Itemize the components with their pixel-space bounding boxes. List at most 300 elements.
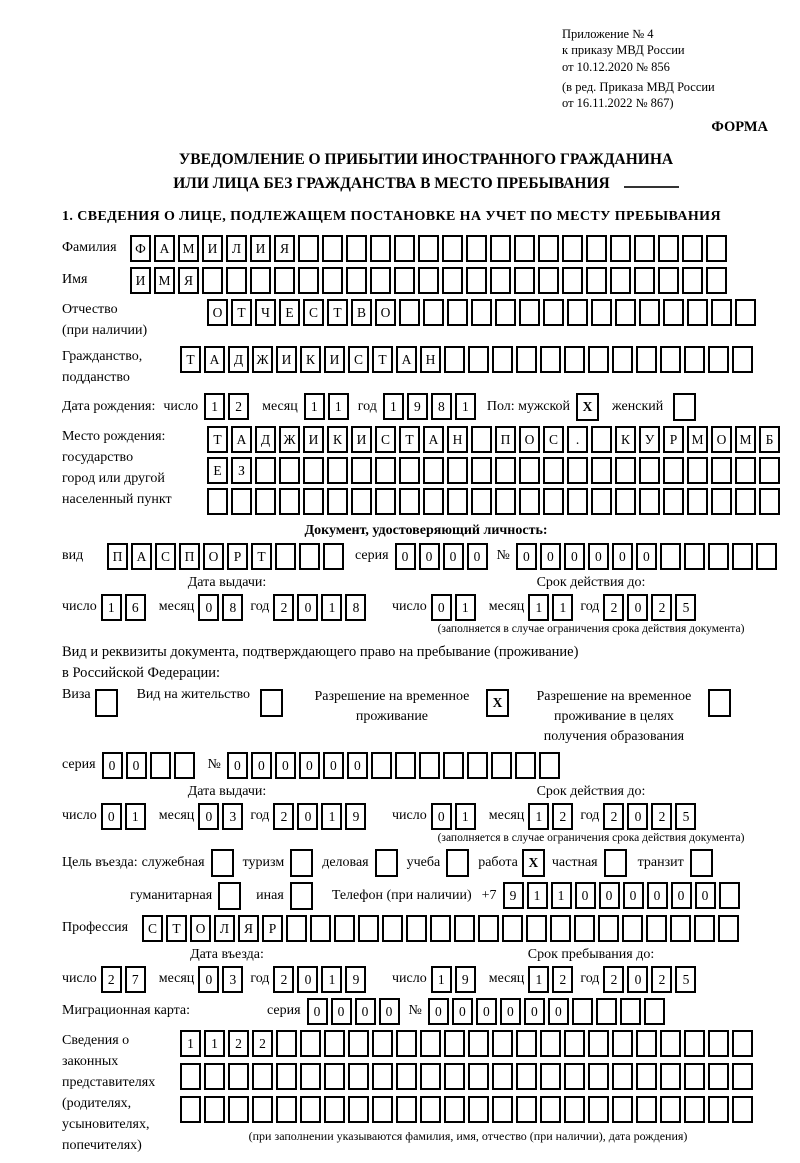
char-box[interactable] <box>399 299 420 326</box>
char-box[interactable]: О <box>519 426 540 453</box>
char-box[interactable] <box>418 235 439 262</box>
char-box[interactable] <box>658 267 679 294</box>
char-box[interactable] <box>471 457 492 484</box>
char-box[interactable] <box>468 1030 489 1057</box>
char-box[interactable] <box>516 1096 537 1123</box>
char-box[interactable]: 0 <box>331 998 352 1025</box>
char-box[interactable]: 1 <box>304 393 325 420</box>
char-box[interactable] <box>514 267 535 294</box>
char-box[interactable]: О <box>190 915 211 942</box>
char-box[interactable] <box>514 235 535 262</box>
char-box[interactable] <box>644 998 665 1025</box>
char-box[interactable]: 0 <box>347 752 368 779</box>
char-box[interactable]: 9 <box>455 966 476 993</box>
char-box[interactable]: М <box>687 426 708 453</box>
char-box[interactable] <box>646 915 667 942</box>
char-box[interactable]: И <box>130 267 151 294</box>
char-box[interactable] <box>516 1030 537 1057</box>
char-box[interactable] <box>204 1063 225 1090</box>
char-box[interactable]: Р <box>262 915 283 942</box>
char-box[interactable]: 0 <box>627 803 648 830</box>
char-box[interactable] <box>620 998 641 1025</box>
char-box[interactable]: 5 <box>675 803 696 830</box>
char-box[interactable] <box>202 267 223 294</box>
purpose-business-checkbox[interactable] <box>375 849 398 877</box>
char-box[interactable] <box>348 1030 369 1057</box>
char-box[interactable] <box>519 299 540 326</box>
char-box[interactable] <box>255 488 276 515</box>
char-box[interactable] <box>466 235 487 262</box>
char-box[interactable] <box>396 1096 417 1123</box>
char-box[interactable]: А <box>231 426 252 453</box>
char-box[interactable]: 3 <box>222 803 243 830</box>
visa-checkbox[interactable] <box>95 689 118 717</box>
char-box[interactable] <box>454 915 475 942</box>
char-box[interactable] <box>252 1063 273 1090</box>
char-box[interactable]: 1 <box>180 1030 201 1057</box>
char-box[interactable] <box>279 457 300 484</box>
char-box[interactable]: К <box>327 426 348 453</box>
char-box[interactable]: 0 <box>198 594 219 621</box>
char-box[interactable] <box>539 752 560 779</box>
char-box[interactable]: 0 <box>126 752 147 779</box>
char-box[interactable]: 9 <box>407 393 428 420</box>
char-box[interactable] <box>615 488 636 515</box>
char-box[interactable] <box>586 267 607 294</box>
char-box[interactable]: 9 <box>503 882 524 909</box>
char-box[interactable] <box>540 1063 561 1090</box>
char-box[interactable] <box>663 488 684 515</box>
char-box[interactable] <box>274 267 295 294</box>
char-box[interactable]: Л <box>226 235 247 262</box>
char-box[interactable]: Д <box>255 426 276 453</box>
char-box[interactable] <box>756 543 777 570</box>
char-box[interactable]: 0 <box>297 594 318 621</box>
char-box[interactable]: 5 <box>675 966 696 993</box>
char-box[interactable] <box>420 1063 441 1090</box>
char-box[interactable]: 2 <box>603 803 624 830</box>
char-box[interactable] <box>515 752 536 779</box>
char-box[interactable] <box>492 1063 513 1090</box>
char-box[interactable]: М <box>154 267 175 294</box>
char-box[interactable] <box>399 488 420 515</box>
char-box[interactable] <box>562 235 583 262</box>
char-box[interactable] <box>298 235 319 262</box>
char-box[interactable]: И <box>250 235 271 262</box>
char-box[interactable] <box>639 488 660 515</box>
char-box[interactable] <box>303 488 324 515</box>
char-box[interactable]: 1 <box>125 803 146 830</box>
char-box[interactable]: 0 <box>695 882 716 909</box>
char-box[interactable]: Т <box>231 299 252 326</box>
char-box[interactable] <box>298 267 319 294</box>
char-box[interactable] <box>324 1030 345 1057</box>
char-box[interactable] <box>732 1096 753 1123</box>
char-box[interactable] <box>372 1096 393 1123</box>
char-box[interactable]: Е <box>207 457 228 484</box>
char-box[interactable]: И <box>202 235 223 262</box>
char-box[interactable]: 2 <box>228 393 249 420</box>
char-box[interactable] <box>276 1030 297 1057</box>
char-box[interactable]: 0 <box>452 998 473 1025</box>
char-box[interactable] <box>636 1030 657 1057</box>
char-box[interactable] <box>420 1030 441 1057</box>
char-box[interactable] <box>708 543 729 570</box>
char-box[interactable] <box>286 915 307 942</box>
char-box[interactable]: 0 <box>395 543 416 570</box>
char-box[interactable] <box>543 488 564 515</box>
char-box[interactable] <box>351 488 372 515</box>
char-box[interactable] <box>732 543 753 570</box>
purpose-transit-checkbox[interactable] <box>690 849 713 877</box>
char-box[interactable] <box>419 752 440 779</box>
char-box[interactable] <box>516 1063 537 1090</box>
char-box[interactable] <box>303 457 324 484</box>
char-box[interactable] <box>735 488 756 515</box>
char-box[interactable] <box>660 1063 681 1090</box>
char-box[interactable] <box>660 1096 681 1123</box>
char-box[interactable]: 1 <box>321 803 342 830</box>
char-box[interactable] <box>442 235 463 262</box>
char-box[interactable]: 0 <box>307 998 328 1025</box>
char-box[interactable]: 1 <box>204 393 225 420</box>
char-box[interactable]: 0 <box>623 882 644 909</box>
char-box[interactable] <box>420 1096 441 1123</box>
char-box[interactable]: В <box>351 299 372 326</box>
char-box[interactable] <box>567 457 588 484</box>
char-box[interactable]: 0 <box>227 752 248 779</box>
char-box[interactable]: Ж <box>252 346 273 373</box>
char-box[interactable]: 0 <box>564 543 585 570</box>
char-box[interactable] <box>612 1063 633 1090</box>
char-box[interactable] <box>490 267 511 294</box>
char-box[interactable] <box>348 1063 369 1090</box>
char-box[interactable]: Я <box>274 235 295 262</box>
char-box[interactable]: 2 <box>603 966 624 993</box>
char-box[interactable]: К <box>615 426 636 453</box>
char-box[interactable]: Т <box>327 299 348 326</box>
char-box[interactable] <box>543 457 564 484</box>
char-box[interactable] <box>358 915 379 942</box>
char-box[interactable] <box>370 235 391 262</box>
char-box[interactable] <box>204 1096 225 1123</box>
char-box[interactable] <box>718 915 739 942</box>
char-box[interactable] <box>276 1063 297 1090</box>
char-box[interactable]: 2 <box>273 803 294 830</box>
char-box[interactable] <box>423 457 444 484</box>
char-box[interactable] <box>598 915 619 942</box>
char-box[interactable]: Т <box>251 543 272 570</box>
char-box[interactable] <box>491 752 512 779</box>
char-box[interactable] <box>323 543 344 570</box>
char-box[interactable] <box>255 457 276 484</box>
char-box[interactable]: 0 <box>540 543 561 570</box>
char-box[interactable] <box>708 1096 729 1123</box>
char-box[interactable] <box>636 346 657 373</box>
char-box[interactable] <box>612 1096 633 1123</box>
char-box[interactable] <box>610 267 631 294</box>
char-box[interactable] <box>687 488 708 515</box>
char-box[interactable]: К <box>300 346 321 373</box>
char-box[interactable]: 2 <box>603 594 624 621</box>
char-box[interactable]: 1 <box>321 594 342 621</box>
char-box[interactable] <box>334 915 355 942</box>
char-box[interactable] <box>346 235 367 262</box>
char-box[interactable] <box>231 488 252 515</box>
char-box[interactable] <box>324 1096 345 1123</box>
char-box[interactable] <box>492 1096 513 1123</box>
char-box[interactable]: 0 <box>548 998 569 1025</box>
char-box[interactable] <box>660 1030 681 1057</box>
purpose-study-checkbox[interactable] <box>446 849 469 877</box>
char-box[interactable] <box>447 488 468 515</box>
char-box[interactable]: 1 <box>528 594 549 621</box>
char-box[interactable]: 0 <box>636 543 657 570</box>
char-box[interactable]: М <box>178 235 199 262</box>
char-box[interactable] <box>588 346 609 373</box>
char-box[interactable] <box>180 1063 201 1090</box>
char-box[interactable]: 2 <box>552 803 573 830</box>
char-box[interactable] <box>708 1030 729 1057</box>
char-box[interactable]: 1 <box>455 594 476 621</box>
char-box[interactable] <box>322 235 343 262</box>
char-box[interactable]: 1 <box>455 803 476 830</box>
char-box[interactable]: А <box>204 346 225 373</box>
char-box[interactable]: 0 <box>379 998 400 1025</box>
char-box[interactable] <box>351 457 372 484</box>
purpose-official-checkbox[interactable] <box>211 849 234 877</box>
char-box[interactable]: 8 <box>222 594 243 621</box>
char-box[interactable]: Ф <box>130 235 151 262</box>
char-box[interactable]: 2 <box>651 803 672 830</box>
char-box[interactable] <box>572 998 593 1025</box>
char-box[interactable]: 2 <box>252 1030 273 1057</box>
char-box[interactable] <box>567 488 588 515</box>
char-box[interactable] <box>596 998 617 1025</box>
purpose-tourism-checkbox[interactable] <box>290 849 313 877</box>
char-box[interactable] <box>634 267 655 294</box>
char-box[interactable]: С <box>155 543 176 570</box>
char-box[interactable] <box>467 752 488 779</box>
char-box[interactable] <box>706 235 727 262</box>
char-box[interactable] <box>375 488 396 515</box>
char-box[interactable] <box>538 267 559 294</box>
char-box[interactable]: 0 <box>275 752 296 779</box>
char-box[interactable] <box>444 1063 465 1090</box>
char-box[interactable] <box>492 346 513 373</box>
char-box[interactable]: 0 <box>443 543 464 570</box>
char-box[interactable] <box>543 299 564 326</box>
char-box[interactable]: 3 <box>222 966 243 993</box>
char-box[interactable] <box>711 299 732 326</box>
char-box[interactable] <box>759 457 780 484</box>
char-box[interactable] <box>564 1063 585 1090</box>
char-box[interactable] <box>612 346 633 373</box>
char-box[interactable] <box>636 1096 657 1123</box>
char-box[interactable]: С <box>142 915 163 942</box>
char-box[interactable] <box>444 346 465 373</box>
char-box[interactable]: 1 <box>552 594 573 621</box>
char-box[interactable]: Я <box>238 915 259 942</box>
purpose-humanitarian-checkbox[interactable] <box>218 882 241 910</box>
char-box[interactable]: И <box>324 346 345 373</box>
char-box[interactable] <box>207 488 228 515</box>
char-box[interactable]: П <box>179 543 200 570</box>
char-box[interactable] <box>540 346 561 373</box>
char-box[interactable]: 0 <box>198 966 219 993</box>
char-box[interactable] <box>732 1030 753 1057</box>
char-box[interactable]: 7 <box>125 966 146 993</box>
char-box[interactable] <box>174 752 195 779</box>
char-box[interactable] <box>275 543 296 570</box>
char-box[interactable]: С <box>303 299 324 326</box>
char-box[interactable] <box>615 299 636 326</box>
char-box[interactable] <box>495 457 516 484</box>
char-box[interactable] <box>395 752 416 779</box>
char-box[interactable]: Л <box>214 915 235 942</box>
char-box[interactable]: 1 <box>528 966 549 993</box>
char-box[interactable] <box>279 488 300 515</box>
char-box[interactable] <box>327 457 348 484</box>
char-box[interactable]: 0 <box>647 882 668 909</box>
char-box[interactable]: 0 <box>671 882 692 909</box>
char-box[interactable]: Т <box>399 426 420 453</box>
char-box[interactable] <box>252 1096 273 1123</box>
char-box[interactable]: П <box>495 426 516 453</box>
char-box[interactable] <box>430 915 451 942</box>
char-box[interactable] <box>591 488 612 515</box>
char-box[interactable]: О <box>203 543 224 570</box>
char-box[interactable] <box>466 267 487 294</box>
char-box[interactable] <box>324 1063 345 1090</box>
char-box[interactable]: З <box>231 457 252 484</box>
char-box[interactable]: Т <box>207 426 228 453</box>
char-box[interactable] <box>150 752 171 779</box>
char-box[interactable] <box>394 235 415 262</box>
char-box[interactable]: 0 <box>599 882 620 909</box>
char-box[interactable] <box>442 267 463 294</box>
char-box[interactable]: Т <box>166 915 187 942</box>
char-box[interactable] <box>711 488 732 515</box>
char-box[interactable]: Ж <box>279 426 300 453</box>
char-box[interactable] <box>250 267 271 294</box>
char-box[interactable] <box>226 267 247 294</box>
char-box[interactable] <box>658 235 679 262</box>
char-box[interactable] <box>660 346 681 373</box>
char-box[interactable]: 2 <box>228 1030 249 1057</box>
char-box[interactable] <box>684 1063 705 1090</box>
char-box[interactable]: 0 <box>428 998 449 1025</box>
char-box[interactable]: 0 <box>627 966 648 993</box>
char-box[interactable]: 1 <box>431 966 452 993</box>
char-box[interactable]: . <box>567 426 588 453</box>
char-box[interactable] <box>406 915 427 942</box>
char-box[interactable] <box>322 267 343 294</box>
char-box[interactable]: Ч <box>255 299 276 326</box>
char-box[interactable] <box>639 457 660 484</box>
char-box[interactable]: У <box>639 426 660 453</box>
char-box[interactable]: 9 <box>345 803 366 830</box>
purpose-other-checkbox[interactable] <box>290 882 313 910</box>
char-box[interactable] <box>300 1063 321 1090</box>
char-box[interactable] <box>276 1096 297 1123</box>
char-box[interactable]: 1 <box>528 803 549 830</box>
char-box[interactable]: 0 <box>102 752 123 779</box>
char-box[interactable] <box>418 267 439 294</box>
char-box[interactable] <box>495 488 516 515</box>
char-box[interactable]: 0 <box>431 803 452 830</box>
char-box[interactable]: 0 <box>524 998 545 1025</box>
char-box[interactable]: С <box>375 426 396 453</box>
char-box[interactable]: 0 <box>299 752 320 779</box>
char-box[interactable] <box>719 882 740 909</box>
char-box[interactable] <box>471 299 492 326</box>
char-box[interactable] <box>708 1063 729 1090</box>
char-box[interactable] <box>492 1030 513 1057</box>
char-box[interactable] <box>399 457 420 484</box>
char-box[interactable]: Е <box>279 299 300 326</box>
char-box[interactable]: 1 <box>321 966 342 993</box>
char-box[interactable] <box>684 1030 705 1057</box>
char-box[interactable] <box>622 915 643 942</box>
char-box[interactable] <box>468 346 489 373</box>
purpose-private-checkbox[interactable] <box>604 849 627 877</box>
char-box[interactable] <box>564 1096 585 1123</box>
char-box[interactable] <box>694 915 715 942</box>
char-box[interactable] <box>370 267 391 294</box>
char-box[interactable] <box>372 1030 393 1057</box>
char-box[interactable] <box>682 267 703 294</box>
char-box[interactable] <box>519 457 540 484</box>
char-box[interactable] <box>732 346 753 373</box>
char-box[interactable]: И <box>351 426 372 453</box>
char-box[interactable] <box>687 299 708 326</box>
char-box[interactable]: 0 <box>467 543 488 570</box>
char-box[interactable] <box>526 915 547 942</box>
char-box[interactable] <box>636 1063 657 1090</box>
char-box[interactable]: 0 <box>297 803 318 830</box>
char-box[interactable]: С <box>543 426 564 453</box>
char-box[interactable] <box>564 1030 585 1057</box>
edu-permit-checkbox[interactable] <box>708 689 731 717</box>
char-box[interactable] <box>346 267 367 294</box>
char-box[interactable]: 0 <box>476 998 497 1025</box>
char-box[interactable]: О <box>375 299 396 326</box>
char-box[interactable] <box>550 915 571 942</box>
char-box[interactable] <box>540 1030 561 1057</box>
char-box[interactable] <box>396 1063 417 1090</box>
char-box[interactable] <box>564 346 585 373</box>
char-box[interactable] <box>684 1096 705 1123</box>
char-box[interactable]: И <box>276 346 297 373</box>
char-box[interactable]: 1 <box>204 1030 225 1057</box>
char-box[interactable]: 2 <box>273 966 294 993</box>
char-box[interactable] <box>471 426 492 453</box>
char-box[interactable] <box>299 543 320 570</box>
char-box[interactable] <box>444 1030 465 1057</box>
char-box[interactable]: 1 <box>527 882 548 909</box>
char-box[interactable]: 2 <box>101 966 122 993</box>
char-box[interactable]: 6 <box>125 594 146 621</box>
char-box[interactable]: С <box>348 346 369 373</box>
char-box[interactable] <box>660 543 681 570</box>
char-box[interactable] <box>612 1030 633 1057</box>
char-box[interactable]: Р <box>663 426 684 453</box>
char-box[interactable] <box>396 1030 417 1057</box>
char-box[interactable] <box>300 1030 321 1057</box>
char-box[interactable] <box>375 457 396 484</box>
char-box[interactable]: О <box>711 426 732 453</box>
